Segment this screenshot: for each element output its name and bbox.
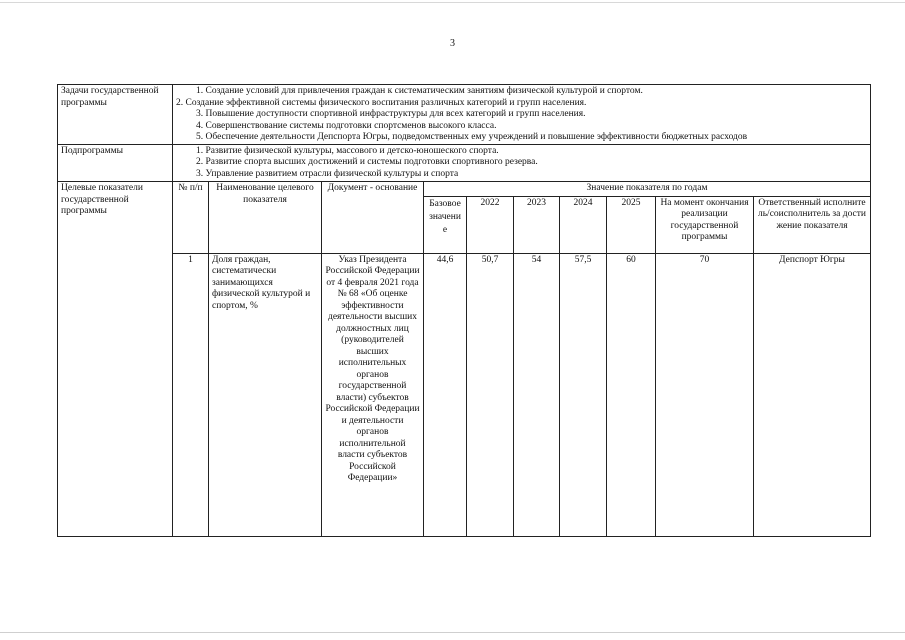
col-2022-header: 2022: [467, 196, 514, 253]
subprogram-item: 3. Управление развитием отрасли физической культуры и спорта: [196, 168, 459, 179]
row-end: 70: [656, 253, 754, 536]
subprogram-item: 2. Развитие спорта высших достижений и системы подготовки спортивного резерва.: [196, 157, 538, 167]
row-num: 1: [173, 253, 209, 536]
tasks-row: [58, 85, 871, 145]
row-name: Доля граждан, систематически занимающихся физической культурой и спортом, %: [209, 253, 322, 536]
col-2023-header: 2023: [514, 196, 560, 253]
task-item: 4. Совершенствование системы подготовки спортсменов высокого класса.: [196, 120, 497, 131]
row-2025: 60: [607, 253, 656, 536]
subprogram-item: 1. Развитие физической культуры, массового и детско-юношеского спорта.: [196, 145, 499, 156]
task-item: 2. Создание эффективной системы физического воспитания различных категорий и групп населения.: [176, 97, 587, 108]
base-header-text: Базовое значение: [429, 198, 461, 235]
task-item: 3. Повышение доступности спортивной инфраструктуры для всех категорий и групп населения.: [196, 109, 586, 119]
row-resp: Депспорт Югры: [754, 253, 871, 536]
col-base-header: [424, 196, 467, 253]
row-doc: Указ Президента Российской Федерации от 4 февраля 2021 года № 68 «Об оценке эффективности деятельности высших должностных лиц (руководителей высших исполнительных органов государственной власти) субъектов Российской Федерации и деятельности органов исполнительной власти субъектов Российской Федерации»: [322, 253, 424, 536]
subprograms-row: [58, 144, 871, 182]
indicators-header-row-1: [58, 182, 871, 197]
table-row: [58, 253, 871, 536]
subprograms-label: Подпрограммы: [58, 144, 173, 182]
values-group-header: Значение показателя по годам: [424, 182, 871, 197]
row-2023: 54: [514, 253, 560, 536]
subprograms-list: [173, 144, 871, 182]
task-item: 1. Создание условий для привлечения граждан к систематическим занятиям физической культурой и спортом.: [196, 86, 643, 96]
bottom-scan-edge: [0, 632, 905, 633]
task-item: 5. Обеспечение деятельности Депспорта Югры, подведомственных ему учреждений и повышение эффективности бюджетных расходов: [196, 132, 748, 142]
top-scan-edge: [0, 2, 905, 3]
col-doc-header: Документ - основание: [322, 182, 424, 254]
row-2022: 50,7: [467, 253, 514, 536]
col-num-header: № п/п: [173, 182, 209, 254]
row-base: 44,6: [424, 253, 467, 536]
tasks-list: [173, 85, 871, 145]
col-name-header: Наименование целевого показателя: [209, 182, 322, 254]
resp-header-text: Ответственный исполнитель/соисполнитель за достижение показателя: [757, 197, 867, 231]
tasks-label: Задачи государственной программы: [58, 85, 173, 145]
page-number: 3: [450, 38, 455, 49]
row-2024: 57,5: [560, 253, 607, 536]
col-resp-header: [754, 196, 871, 253]
col-2025-header: 2025: [607, 196, 656, 253]
col-2024-header: 2024: [560, 196, 607, 253]
indicators-label: Целевые показатели государственной программы: [58, 182, 173, 537]
col-end-header: На момент окончания реализации государственной программы: [656, 196, 754, 253]
program-passport-table: [57, 84, 871, 537]
